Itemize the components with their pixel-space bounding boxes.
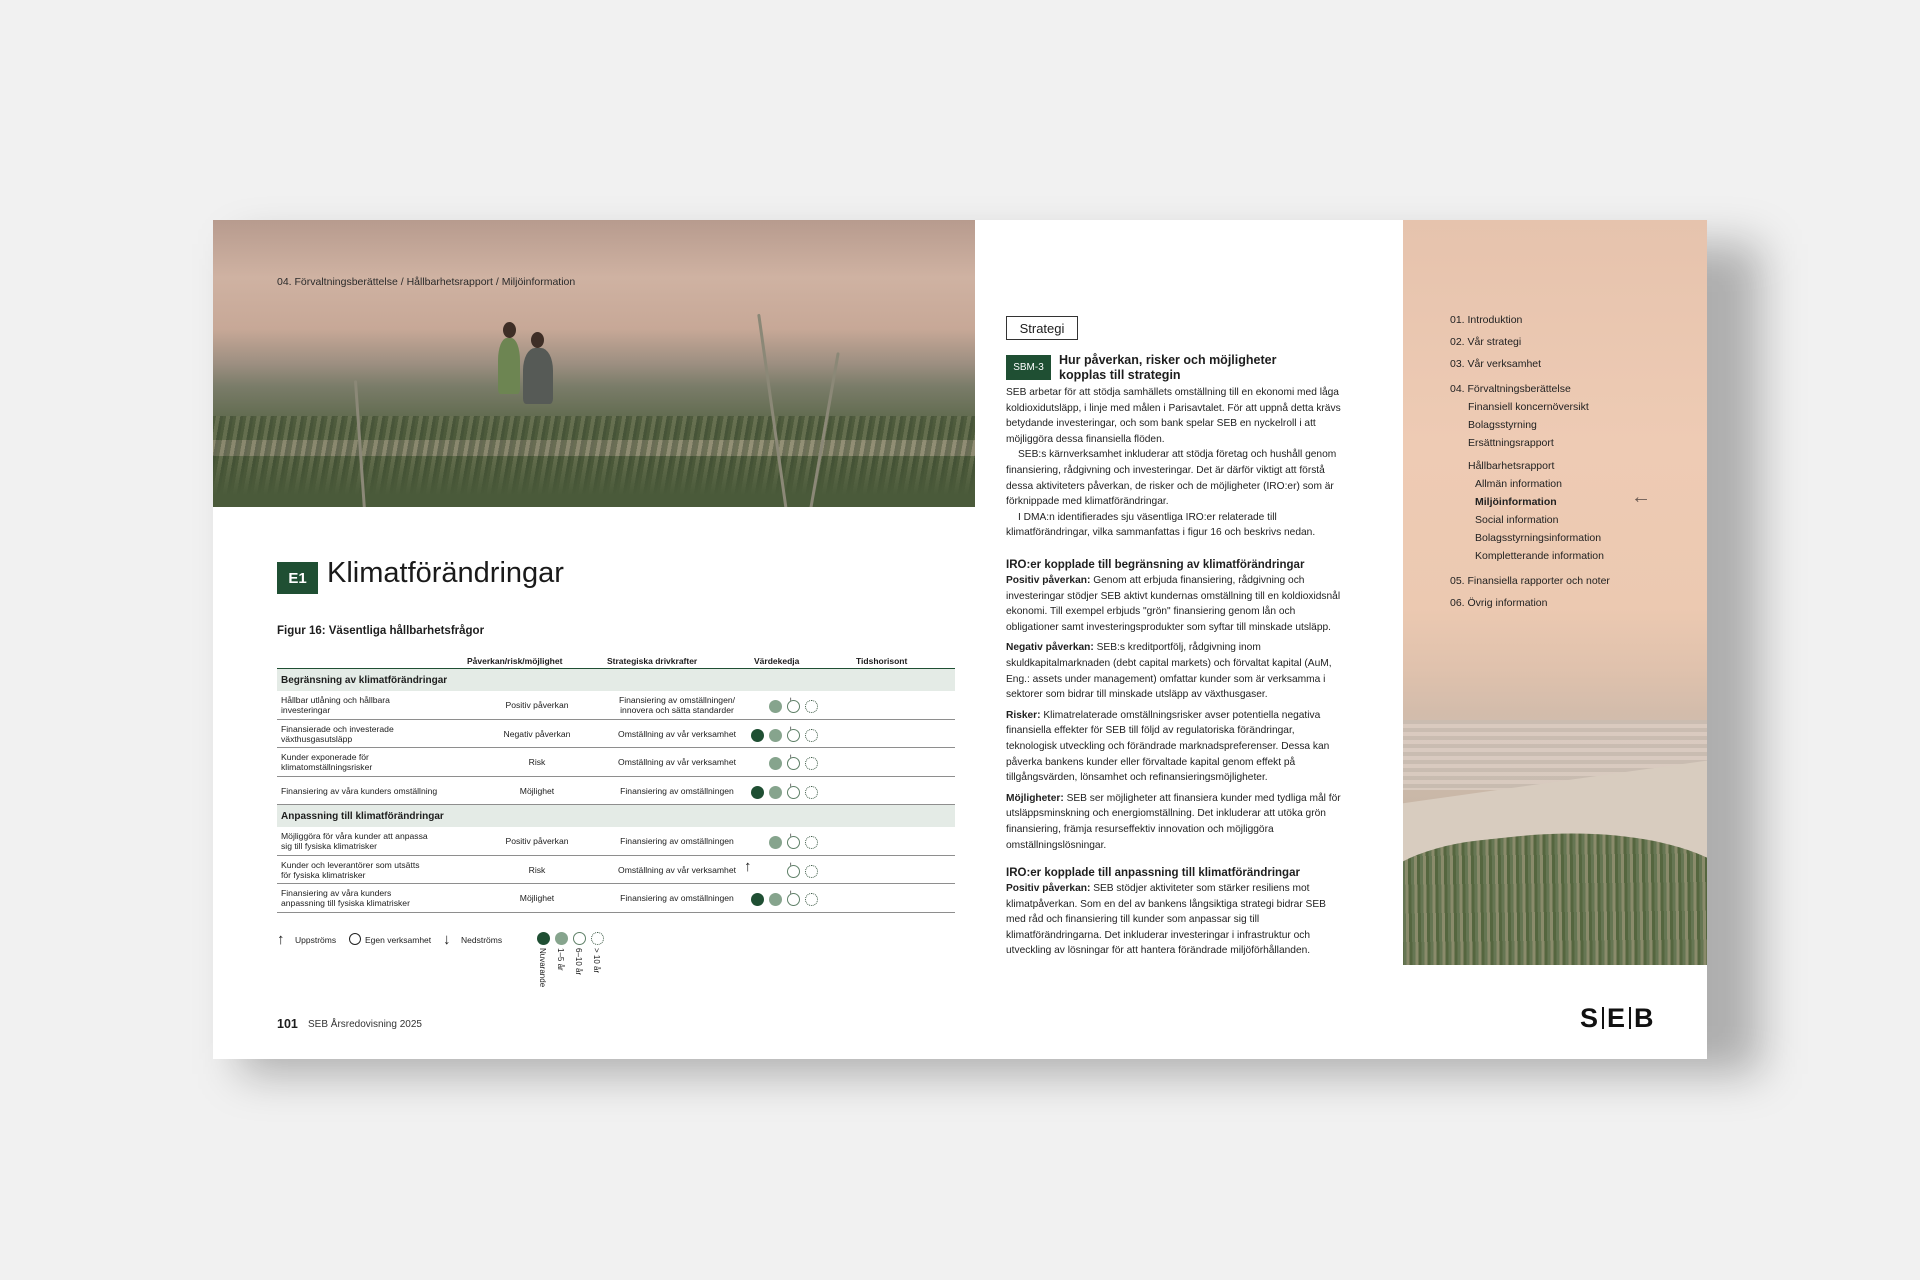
document-spread <box>213 220 1707 1059</box>
time-dot-now <box>751 786 764 799</box>
time-dot-long <box>805 729 818 742</box>
legend-long: > 10 år <box>592 948 601 974</box>
back-arrow-icon[interactable]: ← <box>1631 486 1651 508</box>
toc-item[interactable]: Social information <box>1475 514 1559 526</box>
time-dot-mid <box>787 786 800 799</box>
table-row <box>277 884 955 913</box>
mitigation-section <box>1006 558 1341 853</box>
breadcrumb[interactable]: 04. Förvaltningsberättelse / Hållbarhetsrapport / Miljöinformation <box>277 276 576 288</box>
time-dot-mid <box>787 757 800 770</box>
time-dot-long <box>805 757 818 770</box>
legend-now: Nuvarande <box>538 948 547 988</box>
row-type: Negativ påverkan <box>503 728 571 739</box>
figure-title: Figur 16: Väsentliga hållbarhetsfrågor <box>277 625 485 637</box>
publication-name: SEB Årsredovisning 2025 <box>308 1019 422 1030</box>
time-dot-mid <box>787 893 800 906</box>
row-name: Kunder och leverantörer som utsätts för fysiska klimatrisker <box>281 859 420 880</box>
row-driver: Finansiering av omställningen <box>620 893 734 903</box>
toc-item[interactable]: 06. Övrig information <box>1450 597 1548 609</box>
table-row <box>277 720 955 749</box>
logo-letter-b: B <box>1634 1003 1655 1033</box>
row-driver: Omställning av vår verksamhet <box>618 757 736 767</box>
time-dot-short <box>769 757 782 770</box>
col-header-drivers: Strategiska drivkrafter <box>607 656 698 666</box>
neg-label: Negativ påverkan: <box>1006 642 1094 654</box>
legend-own: Egen verksamhet <box>365 935 432 945</box>
row-type: Möjlighet <box>519 785 555 796</box>
row-type: Risk <box>528 757 546 767</box>
seb-logo <box>1580 1003 1655 1034</box>
legend-short-dot <box>555 932 568 945</box>
table-row <box>277 777 955 806</box>
legend-now-dot <box>537 932 550 945</box>
legend-mid-dot <box>573 932 586 945</box>
row-driver: Finansiering av omställningen <box>620 785 734 796</box>
table-section-header: Begränsning av klimatförändringar <box>277 669 955 691</box>
toc-item[interactable]: 01. Introduktion <box>1450 314 1523 326</box>
toc-item[interactable]: Finansiell koncernöversikt <box>1468 401 1589 413</box>
section-title: Klimatförändringar <box>327 557 564 589</box>
legend-downstream: Nedströms <box>461 935 503 945</box>
sbm-badge: SBM-3 <box>1006 355 1051 380</box>
adaptation-section <box>1006 866 1341 959</box>
risk-text: Klimatrelaterade omställningsrisker avser potentiella negativa finansiella effekter för SEB till följd av regulatoriska förändringar, teknologisk utveckling och förändrade marknadspreferenser. Dessa kan påverka bankens kunder eller förvaltade kapital genom effekt på tillgångsvärden, lönsamhet och refinansieringsmöjligheter. <box>1006 709 1330 784</box>
toc-item[interactable]: 03. Vår verksamhet <box>1450 358 1542 370</box>
time-dot-mid <box>787 836 800 849</box>
pos-text: Genom att erbjuda finansiering, rådgivning och investeringar stödjer SEB aktivt kundernas omställning till en koldioxidsnål ekonomi. Till exempel erbjuds "grön" finansiering genom lån och obligationer samt investeringsprodukter som syftar till minskade utsläpp. <box>1006 575 1341 633</box>
col-header-impact: Påverkan/risk/möjlighet <box>467 656 563 666</box>
table-header <box>277 655 955 669</box>
time-dot-short <box>769 700 782 713</box>
opp-label: Möjligheter: <box>1006 792 1064 804</box>
toc-item[interactable]: 04. Förvaltningsberättelse <box>1450 383 1571 395</box>
own-operations-icon <box>349 933 361 945</box>
logo-letter-e: E <box>1607 1003 1627 1033</box>
legend-short: 1–5 år <box>556 948 565 971</box>
time-dot-long <box>805 893 818 906</box>
table-body <box>277 669 955 913</box>
side-photo <box>1403 220 1707 965</box>
row-name: Finansiering av våra kunders anpassning till fysiska klimatrisker <box>281 888 410 908</box>
intro-paragraph-3: I DMA:n identifierades sju väsentliga IRO:er relaterade till klimatförändringar, vilka sammanfattas i figur 16 och beskrivs nedan. <box>1006 511 1316 539</box>
risk-label: Risker: <box>1006 709 1041 721</box>
time-dot-now <box>751 893 764 906</box>
toc-item[interactable]: Ersättningsrapport <box>1468 437 1554 449</box>
strategy-intro <box>1006 385 1341 541</box>
upstream-arrow-icon: ↑ <box>744 857 752 875</box>
col-header-time-horizon: Tidshorisont <box>856 656 908 666</box>
logo-letter-s: S <box>1580 1003 1600 1033</box>
toc-item[interactable]: Bolagsstyrningsinformation <box>1475 532 1602 544</box>
time-dot-long <box>805 836 818 849</box>
adaptation-heading: IRO:er kopplade till anpassning till klimatförändringar <box>1006 867 1300 879</box>
time-dot-short <box>769 729 782 742</box>
col-header-value-chain: Värdekedja <box>754 656 800 666</box>
table-row <box>277 827 955 856</box>
downstream-icon: ↓ <box>443 931 451 948</box>
strategy-label: Strategi <box>1006 316 1078 340</box>
toc-item[interactable]: 02. Vår strategi <box>1450 336 1522 348</box>
hero-photo <box>213 220 975 507</box>
time-dot-short <box>769 893 782 906</box>
toc-item[interactable]: Allmän information <box>1475 478 1562 490</box>
row-type: Risk <box>528 864 546 875</box>
toc-item[interactable]: Hållbarhetsrapport <box>1468 460 1555 472</box>
row-type: Positiv påverkan <box>505 700 569 710</box>
toc-item[interactable]: 05. Finansiella rapporter och noter <box>1450 575 1610 587</box>
time-dot-now <box>751 729 764 742</box>
legend-mid: 6–10 år <box>574 948 583 976</box>
time-dot-long <box>805 865 818 878</box>
opp-text: SEB ser möjligheter att finansiera kunder med tydliga mål för utsläppsminskning och energiomställning. Det inkluderar att utöka grön finansiering, främja resurseffektiv innovation och möjliggöra omställningslösningar. <box>1006 792 1341 851</box>
strategy-heading: Hur påverkan, risker och möjligheter kopplas till strategin <box>1059 353 1277 382</box>
legend-upstream: Uppströms <box>295 935 337 945</box>
time-dot-long <box>805 700 818 713</box>
row-type: Möjlighet <box>519 893 555 903</box>
toc-item[interactable]: Bolagsstyrning <box>1468 419 1537 431</box>
time-dot-mid <box>787 865 800 878</box>
time-dot-long <box>805 786 818 799</box>
time-dot-mid <box>787 729 800 742</box>
row-name: Kunder exponerade för klimatomställningsrisker <box>281 752 373 772</box>
upstream-icon: ↑ <box>277 931 285 948</box>
row-name: Hållbar utlåning och hållbara investeringar <box>281 695 390 715</box>
row-driver: Omställning av vår verksamhet <box>618 864 736 875</box>
table-row <box>277 691 955 720</box>
page-number: 101 <box>277 1017 298 1031</box>
intro-paragraph-1: SEB arbetar för att stödja samhällets omställning till en ekonomi med låga koldioxidutsläpp, i linje med målen i Parisavtalet. För att uppnå detta krävs betydande investeringar, och som bank spelar SEB en nyckelroll i att möjliggöra dessa finansiella flöden. <box>1006 387 1341 445</box>
row-type: Positiv påverkan <box>505 836 569 846</box>
section-badge: E1 <box>277 562 318 594</box>
toc-item[interactable]: Kompletterande information <box>1475 550 1604 562</box>
pos-label: Positiv påverkan: <box>1006 575 1091 586</box>
neg-text: SEB:s kreditportfölj, rådgivning inom skuldkapitalmarknaden (debt capital markets) och förvaltat kapital (AuM, Eng.: assets under management) omfattar kunder som är verksamma i sektorer som bidrar till minskade utsläpp av växthusgaser. <box>1006 642 1332 701</box>
toc-item[interactable]: Miljöinformation <box>1475 496 1557 508</box>
pos2-label: Positiv påverkan: <box>1006 883 1091 894</box>
row-name: Möjliggöra för våra kunder att anpassa sig till fysiska klimatrisker <box>281 831 428 851</box>
materiality-table <box>277 655 955 913</box>
pos2-text: SEB stödjer aktiviteter som stärker resiliens mot klimatpåverkan. Som en del av bankens långsiktiga strategi bidrar SEB med råd och finansiering till kunder som anpassar sig till klimatförändringarna. Det inkluderar investeringar i infrastruktur och utveckling av lösningar för att hantera förändrade miljöförhållanden. <box>1006 883 1326 957</box>
time-dot-short <box>769 786 782 799</box>
intro-paragraph-2: SEB:s kärnverksamhet inkluderar att stödja företag och hushåll genom finansiering, rådgivning och investeringar. Det är därför viktigt att förstå dessa aktiviteters påverkan, de risker och de möjligheter (IRO:er) som är förknippade med klimatförändringar. <box>1006 449 1337 508</box>
table-row <box>277 856 955 885</box>
row-name: Finansiering av våra kunders omställning <box>281 785 438 796</box>
legend-long-dot <box>591 932 604 945</box>
mitigation-heading: IRO:er kopplade till begränsning av klimatförändringar <box>1006 559 1305 571</box>
table-section-header: Anpassning till klimatförändringar <box>277 805 955 827</box>
row-driver: Finansiering av omställningen/ innovera och sätta standarder <box>618 695 736 715</box>
row-driver: Finansiering av omställningen <box>620 836 734 846</box>
table-row <box>277 748 955 777</box>
row-driver: Omställning av vår verksamhet <box>618 728 736 739</box>
time-dot-mid <box>787 700 800 713</box>
row-name: Finansierade och investerade växthusgasutsläpp <box>281 723 394 744</box>
time-dot-short <box>769 836 782 849</box>
